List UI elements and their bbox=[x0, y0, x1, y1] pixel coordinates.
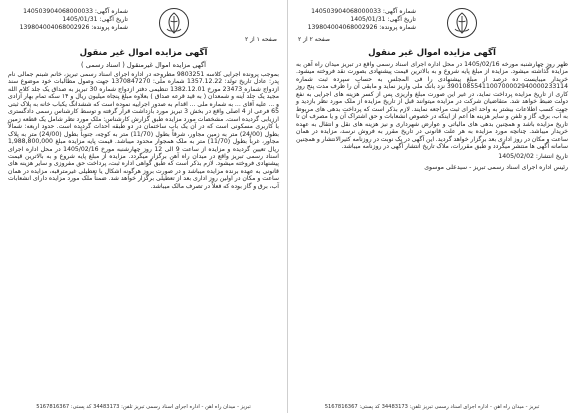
page-footer: تبریز - میدان راه آهن - اداره اجرای اسناد رسمی تبریز تلفن: 34483173 کد پستی: 5167816367 bbox=[324, 403, 540, 410]
page-header bbox=[296, 6, 568, 46]
notice-metadata bbox=[298, 8, 416, 33]
notice-number: شماره آگهی: 140503904068000033 bbox=[311, 8, 416, 15]
notice-page-2 bbox=[288, 0, 576, 413]
case-number: شماره پرونده: 139804004068002926 bbox=[307, 24, 416, 32]
publication-date: تاریخ انتشار: 1405/02/02 bbox=[498, 153, 568, 161]
page-number: صفحه ۲ از ۲ bbox=[298, 36, 330, 43]
notice-body: ظهر روز چهارشنبه مورخه 1405/02/16 در محل اداره اجرای اسناد رسمی واقع در تبریز میدان راه آهن به مزایده گذاشته میشود. مزایده از مبلغ پایه شروع و به بالاترین قیمت پیشنهادی بصورت نقد فروخته میشود. خریدار میبایست ده درصد از مبلغ پیشنهادی را فی المجلس به حساب سپرده ثبت شماره 3901085541100700002940000233114 نزد بانک ملی واریز نماید و مابقی آن را ظرف مدت پنج روز کاری از تاریخ مزایده پرداخت نماید، در غیر این صورت مبلغ واریزی پس از کسر هزینه های اجرایی به نفع دولت ضبط خواهد شد. متقاضیان شرکت در مزایده میتوانند قبل از تاریخ مزایده از ملک مورد نظر بازدید و جهت کسب اطلاعات بیشتر به واحد اجرای ثبت مراجعه نمایند. لازم بذکر است که پرداخت بدهی های مربوط به آب، برق، گاز و تلفن و سایر هزینه ها اعم از اینکه در خصوص انشعابات و حق اشتراک آن و یا مصرف آن تا تاریخ مزایده باشد و همچنین بدهی های مالیاتی و عوارض شهرداری و نیز هزینه های نقل و انتقال به عهده خریدار میباشد. چنانچه مورد مزایده به هر علت قانونی در تاریخ مقرر به فروش نرسد، مزایده در همان ساعت و مکان در روز اداری بعد برگزار خواهد گردید. این آگهی در یک نوبت در روزنامه کثیرالانتشار و همچنین سامانه آگهی ها منتشر میگردد و طبق مقررات، ملاک تاریخ انتشار آگهی در روزنامه میباشد. bbox=[296, 61, 568, 150]
page-footer: تبریز - میدان راه آهن - اداره اجرای اسناد رسمی تبریز تلفن: 34483173 کد پستی: 5167816367 bbox=[36, 403, 251, 410]
notice-title: آگهی مزایده اموال غیر منقول bbox=[79, 48, 208, 58]
emblem-icon bbox=[446, 7, 478, 39]
notice-title: آگهی مزایده اموال غیر منقول bbox=[368, 48, 496, 58]
page-header bbox=[8, 6, 279, 46]
notice-subtitle: آگهی مزایده اموال غیرمنقول ( اسناد رسمی ) bbox=[81, 61, 206, 69]
notice-date: تاریخ آگهی: 1405/01/31 bbox=[62, 16, 128, 24]
notice-number: شماره آگهی: 140503904068000033 bbox=[23, 8, 128, 15]
notice-metadata bbox=[10, 8, 128, 33]
page-number: صفحه ۱ از ۲ bbox=[245, 36, 277, 43]
notice-date: تاریخ آگهی: 1405/01/31 bbox=[350, 16, 416, 24]
emblem-icon bbox=[158, 7, 190, 39]
notice-body: بموجب پرونده اجرایی کلاسه 9803251 مطروحه در اداره اجرای اسناد رسمی تبریز، خانم شبنم جمالی نام پدر: عادل تاریخ تولد: 1357.12.22 شماره ملی: 1370847270 جهت وصول مطالبات خود موضوع سند ازدواج شماره 23473 مورخ 1382.12.01 تنظیمی دفتر ازدواج شماره 30 تبریز به صداق یک جلد کلام الله مجید یک جلد آینه و شمعدان ( به قید قرعه صداق ) بعلاوه مبلغ پنجاه میلیون ریال و ۱۴ سکه تمام بهار آزادی و ... علیه آقای ... به شماره ملی ... اقدام به صدور اجراییه نموده است که ششدانگ یکباب خانه به پلاک ثبتی 65 فرعی از 4 اصلی واقع در بخش 3 تبریز مورد بازداشت قرار گرفته و توسط کارشناس رسمی دادگستری ارزیابی گردیده است. مشخصات مورد مزایده طبق گزارش کارشناس: ملک مورد نظر شامل یک قطعه زمین با کاربری مسکونی است که در آن یک باب ساختمان در دو طبقه احداث گردیده است. حدود اربعه: شمالاً بطول (24/00) متر به زمین مجاور، شرقاً بطول (11/70) متر به کوچه، جنوباً بطول (24/00) متر به پلاک مجاور، غرباً بطول (11/70) متر به ملک همجوار محدود میباشد. قیمت پایه مزایده مبلغ 1,988,800,000 ریال تعیین گردیده و مزایده از ساعت 9 الی 12 روز چهارشنبه مورخ 1405/02/16 در محل اداره اجرای اسناد رسمی تبریز واقع در میدان راه آهن برگزار میگردد. مزایده از مبلغ پایه شروع و به بالاترین قیمت پیشنهادی فروخته میشود. لازم بذکر است که طبق گواهی اداره ثبت، پرداخت حق مفروزی و سایر هزینه های قانونی به عهده برنده مزایده میباشد و در صورت بروز هرگونه اشکال یا تعطیلی غیرمترقبه، مزایده در همان ساعت و مکان در اولین روز اداری بعد از تعطیلی برگزار خواهد شد. ضمناً ملک مورد مزایده دارای انشعابات آب، برق و گاز بوده که فعلاً در تصرف مالک میباشد. bbox=[8, 71, 280, 190]
signatory: رئیس اداره اجرای اسناد رسمی تبریز - سیدعلی موسوی bbox=[424, 164, 568, 172]
case-number: شماره پرونده: 139804004068002926 bbox=[19, 24, 128, 32]
